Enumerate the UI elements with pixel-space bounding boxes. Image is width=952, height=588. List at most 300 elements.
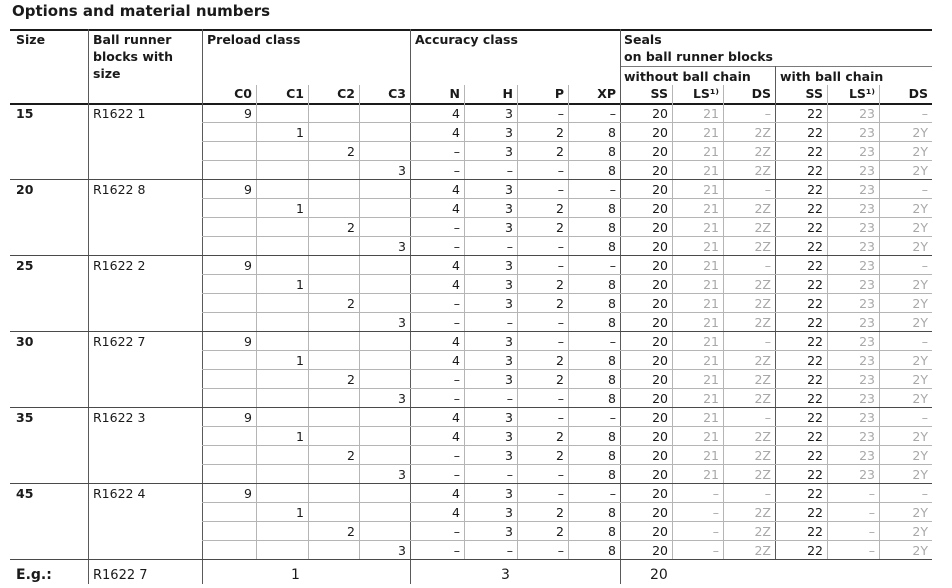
seal-subheader-rule <box>620 66 932 67</box>
table-cell: 21 <box>703 163 719 178</box>
group-rule <box>10 559 932 560</box>
table-cell: 23 <box>859 372 875 387</box>
table-cell: 2Y <box>912 391 928 406</box>
table-cell: 21 <box>703 125 719 140</box>
size-value: 45 <box>16 486 34 501</box>
table-cell: 20 <box>652 486 668 501</box>
seals-header-line: on ball runner blocks <box>624 49 773 64</box>
table-cell: – <box>921 106 928 121</box>
table-cell: – <box>557 334 564 349</box>
table-cell: 2Y <box>912 505 928 520</box>
size-header: Size <box>16 32 46 47</box>
with-chain-header: with ball chain <box>780 69 884 84</box>
table-cell: 3 <box>505 125 513 140</box>
table-cell: 20 <box>652 239 668 254</box>
table-cell: 22 <box>807 106 823 121</box>
table-cell: 9 <box>244 486 252 501</box>
preload-header: Preload class <box>207 32 301 47</box>
table-cell: 20 <box>652 410 668 425</box>
table-cell: 23 <box>859 391 875 406</box>
table-cell: 22 <box>807 144 823 159</box>
table-cell: 21 <box>703 258 719 273</box>
table-cell: 4 <box>452 410 460 425</box>
table-cell: – <box>453 467 460 482</box>
table-cell: 21 <box>703 391 719 406</box>
table-cell: 8 <box>608 391 616 406</box>
table-cell: 3 <box>505 182 513 197</box>
table-cell: – <box>453 163 460 178</box>
table-cell: 20 <box>652 543 668 558</box>
table-cell: – <box>453 391 460 406</box>
table-cell: 21 <box>703 296 719 311</box>
table-cell: 9 <box>244 410 252 425</box>
table-cell: 23 <box>859 315 875 330</box>
table-cell: 21 <box>703 467 719 482</box>
column-header: N <box>449 86 460 101</box>
table-cell: 2Z <box>754 125 771 140</box>
column-header: C1 <box>286 86 304 101</box>
table-cell: 20 <box>652 505 668 520</box>
table-cell: 22 <box>807 486 823 501</box>
table-cell: 21 <box>703 277 719 292</box>
table-cell: 22 <box>807 524 823 539</box>
table-cell: 21 <box>703 106 719 121</box>
table-cell: 4 <box>452 353 460 368</box>
table-cell: 20 <box>652 296 668 311</box>
table-cell: 22 <box>807 448 823 463</box>
table-cell: 2Z <box>754 277 771 292</box>
block-number: R1622 7 <box>93 334 146 349</box>
table-cell: – <box>557 182 564 197</box>
table-cell: 2 <box>556 505 564 520</box>
table-cell: 21 <box>703 201 719 216</box>
table-cell: 2Z <box>754 448 771 463</box>
table-cell: – <box>557 163 564 178</box>
table-cell: 8 <box>608 296 616 311</box>
table-cell: 20 <box>652 391 668 406</box>
table-cell: 20 <box>652 353 668 368</box>
table-cell: 3 <box>505 448 513 463</box>
table-cell: 21 <box>703 315 719 330</box>
table-cell: 2 <box>556 524 564 539</box>
table-cell: 2Z <box>754 467 771 482</box>
table-cell: 2Z <box>754 239 771 254</box>
block-number: R1622 8 <box>93 182 146 197</box>
table-cell: 20 <box>652 448 668 463</box>
table-cell: 2Y <box>912 353 928 368</box>
table-cell: 23 <box>859 277 875 292</box>
table-cell: 2 <box>347 372 355 387</box>
table-cell: 4 <box>452 125 460 140</box>
table-cell: 2 <box>556 144 564 159</box>
table-cell: 3 <box>505 486 513 501</box>
table-cell: – <box>557 391 564 406</box>
without-chain-header: without ball chain <box>624 69 751 84</box>
table-cell: 3 <box>398 543 406 558</box>
table-cell: – <box>868 486 875 501</box>
table-cell: 2Z <box>754 315 771 330</box>
table-cell: 22 <box>807 163 823 178</box>
column-divider <box>256 85 257 560</box>
table-cell: 8 <box>608 543 616 558</box>
table-cell: 1 <box>296 353 304 368</box>
table-cell: 2Y <box>912 315 928 330</box>
table-cell: 23 <box>859 106 875 121</box>
table-cell: – <box>764 410 771 425</box>
table-cell: – <box>609 106 616 121</box>
table-cell: 2Z <box>754 524 771 539</box>
table-cell: 9 <box>244 334 252 349</box>
column-header: LS¹⁾ <box>692 86 719 101</box>
table-cell: – <box>921 258 928 273</box>
blocks-header-line: blocks with <box>93 49 174 64</box>
table-cell: – <box>868 543 875 558</box>
table-cell: 2 <box>556 372 564 387</box>
table-cell: 2 <box>347 220 355 235</box>
table-cell: 2 <box>556 353 564 368</box>
size-value: 15 <box>16 106 34 121</box>
table-cell: 2Y <box>912 448 928 463</box>
table-cell: 22 <box>807 220 823 235</box>
table-cell: – <box>453 239 460 254</box>
table-cell: 22 <box>807 239 823 254</box>
table-cell: 2Z <box>754 201 771 216</box>
table-cell: 1 <box>296 505 304 520</box>
table-cell: 3 <box>505 296 513 311</box>
table-cell: 1 <box>296 429 304 444</box>
table-cell: 3 <box>398 239 406 254</box>
table-cell: 21 <box>703 220 719 235</box>
table-cell: – <box>557 486 564 501</box>
table-cell: – <box>764 486 771 501</box>
table-cell: 3 <box>398 467 406 482</box>
column-header: DS <box>751 86 771 101</box>
table-cell: 4 <box>452 201 460 216</box>
table-cell: – <box>557 239 564 254</box>
table-cell: 2Z <box>754 296 771 311</box>
table-cell: 2 <box>556 429 564 444</box>
table-cell: 22 <box>807 372 823 387</box>
table-cell: 2Y <box>912 372 928 387</box>
table-cell: 3 <box>505 334 513 349</box>
table-cell: 2Z <box>754 429 771 444</box>
column-header: SS <box>805 86 823 101</box>
example-accuracy: 3 <box>501 567 510 583</box>
table-cell: – <box>764 334 771 349</box>
table-cell: 20 <box>652 277 668 292</box>
table-cell: 20 <box>652 372 668 387</box>
page-title: Options and material numbers <box>12 2 271 20</box>
table-cell: 4 <box>452 182 460 197</box>
table-cell: 20 <box>652 144 668 159</box>
table-cell: 8 <box>608 277 616 292</box>
table-cell: – <box>609 334 616 349</box>
table-cell: 2Z <box>754 372 771 387</box>
table-cell: – <box>557 106 564 121</box>
table-cell: 2 <box>556 277 564 292</box>
example-seal: 20 <box>650 567 668 583</box>
table-cell: 23 <box>859 163 875 178</box>
table-cell: 23 <box>859 448 875 463</box>
table-cell: 3 <box>505 277 513 292</box>
table-cell: 4 <box>452 505 460 520</box>
table-cell: 22 <box>807 467 823 482</box>
table-cell: 3 <box>505 106 513 121</box>
column-header: P <box>554 86 564 101</box>
size-value: 25 <box>16 258 34 273</box>
table-cell: 3 <box>505 258 513 273</box>
table-cell: – <box>453 543 460 558</box>
table-cell: 20 <box>652 220 668 235</box>
table-cell: 2Z <box>754 353 771 368</box>
table-cell: 8 <box>608 524 616 539</box>
block-number: R1622 3 <box>93 410 146 425</box>
table-cell: 4 <box>452 334 460 349</box>
table-cell: 22 <box>807 258 823 273</box>
table-cell: 23 <box>859 125 875 140</box>
table-cell: 3 <box>505 524 513 539</box>
table-cell: – <box>764 258 771 273</box>
table-cell: 3 <box>505 220 513 235</box>
column-header: LS¹⁾ <box>848 86 875 101</box>
table-cell: – <box>557 258 564 273</box>
table-cell: 2Y <box>912 201 928 216</box>
table-cell: 20 <box>652 201 668 216</box>
table-cell: 3 <box>505 410 513 425</box>
table-cell: 20 <box>652 125 668 140</box>
table-cell: – <box>609 182 616 197</box>
table-cell: 8 <box>608 372 616 387</box>
table-cell: 2Y <box>912 239 928 254</box>
table-cell: 2Y <box>912 125 928 140</box>
accuracy-header: Accuracy class <box>415 32 518 47</box>
column-header: C0 <box>234 86 252 101</box>
table-cell: 23 <box>859 144 875 159</box>
table-cell: 21 <box>703 372 719 387</box>
table-cell: – <box>453 448 460 463</box>
table-cell: 4 <box>452 277 460 292</box>
table-cell: 3 <box>398 391 406 406</box>
table-cell: 8 <box>608 448 616 463</box>
table-cell: – <box>921 182 928 197</box>
table-cell: 9 <box>244 258 252 273</box>
table-cell: 23 <box>859 429 875 444</box>
table-cell: 2 <box>556 296 564 311</box>
table-cell: 21 <box>703 448 719 463</box>
table-cell: 22 <box>807 391 823 406</box>
table-cell: 1 <box>296 277 304 292</box>
table-cell: – <box>453 220 460 235</box>
table-cell: 22 <box>807 353 823 368</box>
table-cell: – <box>609 410 616 425</box>
table-cell: 22 <box>807 296 823 311</box>
table-cell: 23 <box>859 467 875 482</box>
column-header: C2 <box>337 86 355 101</box>
table-cell: 3 <box>505 429 513 444</box>
table-cell: – <box>921 334 928 349</box>
table-cell: 4 <box>452 429 460 444</box>
table-cell: – <box>712 486 719 501</box>
table-cell: 2Z <box>754 391 771 406</box>
table-cell: – <box>453 144 460 159</box>
table-cell: – <box>557 467 564 482</box>
table-cell: 2Z <box>754 144 771 159</box>
table-cell: 2Z <box>754 220 771 235</box>
table-cell: 8 <box>608 220 616 235</box>
table-cell: 23 <box>859 353 875 368</box>
table-cell: 23 <box>859 220 875 235</box>
table-cell: 3 <box>398 315 406 330</box>
table-cell: 3 <box>505 372 513 387</box>
column-header: DS <box>908 86 928 101</box>
table-cell: 8 <box>608 315 616 330</box>
column-header: C3 <box>388 86 406 101</box>
table-cell: 20 <box>652 467 668 482</box>
table-cell: 3 <box>505 201 513 216</box>
table-cell: 2Z <box>754 505 771 520</box>
table-cell: 2Z <box>754 543 771 558</box>
table-cell: – <box>453 372 460 387</box>
table-cell: 2Y <box>912 277 928 292</box>
table-cell: 23 <box>859 201 875 216</box>
table-cell: 23 <box>859 410 875 425</box>
table-cell: 21 <box>703 239 719 254</box>
table-cell: 9 <box>244 106 252 121</box>
table-cell: – <box>506 163 513 178</box>
table-cell: 22 <box>807 334 823 349</box>
blocks-header-line: size <box>93 66 121 81</box>
table-cell: – <box>506 467 513 482</box>
table-cell: 22 <box>807 543 823 558</box>
table-cell: 8 <box>608 429 616 444</box>
block-number: R1622 2 <box>93 258 146 273</box>
example-number: R1622 7 <box>93 568 148 583</box>
table-cell: 20 <box>652 182 668 197</box>
table-cell: 1 <box>296 201 304 216</box>
table-cell: 8 <box>608 239 616 254</box>
table-cell: – <box>453 315 460 330</box>
table-cell: 8 <box>608 201 616 216</box>
example-preload: 1 <box>291 567 300 583</box>
table-cell: 8 <box>608 467 616 482</box>
table-cell: 2 <box>556 125 564 140</box>
table-cell: 8 <box>608 125 616 140</box>
table-cell: 20 <box>652 429 668 444</box>
group-divider <box>88 29 89 584</box>
table-cell: 21 <box>703 429 719 444</box>
table-cell: – <box>921 486 928 501</box>
table-cell: 2 <box>347 144 355 159</box>
table-cell: – <box>506 391 513 406</box>
table-cell: 1 <box>296 125 304 140</box>
table-cell: 22 <box>807 429 823 444</box>
table-cell: 3 <box>398 163 406 178</box>
table-cell: 22 <box>807 315 823 330</box>
table-cell: – <box>506 315 513 330</box>
table-cell: 2 <box>347 296 355 311</box>
table-cell: 22 <box>807 410 823 425</box>
table-cell: 20 <box>652 524 668 539</box>
seals-header-line: Seals <box>624 32 662 47</box>
table-cell: – <box>557 543 564 558</box>
column-header: SS <box>650 86 668 101</box>
table-cell: 20 <box>652 315 668 330</box>
table-cell: 2Y <box>912 467 928 482</box>
table-cell: 2 <box>556 448 564 463</box>
table-cell: 2 <box>556 220 564 235</box>
table-cell: – <box>506 239 513 254</box>
table-cell: 2Y <box>912 429 928 444</box>
size-value: 20 <box>16 182 34 197</box>
table-cell: – <box>764 106 771 121</box>
size-value: 35 <box>16 410 34 425</box>
table-cell: – <box>764 182 771 197</box>
table-cell: 2 <box>347 448 355 463</box>
table-cell: – <box>712 524 719 539</box>
table-cell: 2Z <box>754 163 771 178</box>
table-cell: 3 <box>505 144 513 159</box>
table-cell: – <box>609 486 616 501</box>
table-cell: 22 <box>807 277 823 292</box>
table-cell: 2Y <box>912 296 928 311</box>
table-cell: 20 <box>652 106 668 121</box>
size-value: 30 <box>16 334 34 349</box>
block-number: R1622 1 <box>93 106 146 121</box>
table-cell: 3 <box>505 505 513 520</box>
table-cell: 2Y <box>912 144 928 159</box>
table-cell: 2 <box>347 524 355 539</box>
table-cell: 23 <box>859 258 875 273</box>
table-cell: 23 <box>859 182 875 197</box>
table-cell: 22 <box>807 182 823 197</box>
example-label: E.g.: <box>16 567 52 583</box>
table-cell: 23 <box>859 334 875 349</box>
table-cell: – <box>506 543 513 558</box>
table-cell: 21 <box>703 410 719 425</box>
table-cell: 21 <box>703 144 719 159</box>
block-number: R1622 4 <box>93 486 146 501</box>
table-cell: 20 <box>652 334 668 349</box>
table-cell: 21 <box>703 182 719 197</box>
table-cell: 3 <box>505 353 513 368</box>
table-cell: 21 <box>703 353 719 368</box>
table-cell: 2Y <box>912 524 928 539</box>
table-cell: 2Y <box>912 220 928 235</box>
table-cell: – <box>453 524 460 539</box>
table-cell: 2 <box>556 201 564 216</box>
table-cell: 4 <box>452 106 460 121</box>
table-cell: 22 <box>807 505 823 520</box>
table-cell: – <box>557 410 564 425</box>
table-cell: 23 <box>859 239 875 254</box>
table-cell: – <box>921 410 928 425</box>
table-cell: – <box>453 296 460 311</box>
table-cell: – <box>712 543 719 558</box>
table-cell: – <box>868 524 875 539</box>
table-cell: 22 <box>807 201 823 216</box>
table-cell: 9 <box>244 182 252 197</box>
table-cell: 22 <box>807 125 823 140</box>
table-cell: – <box>557 315 564 330</box>
table-cell: 20 <box>652 163 668 178</box>
table-cell: 2Y <box>912 163 928 178</box>
blocks-header-line: Ball runner <box>93 32 172 47</box>
table-cell: 23 <box>859 296 875 311</box>
table-cell: – <box>609 258 616 273</box>
table-cell: 20 <box>652 258 668 273</box>
table-cell: 4 <box>452 258 460 273</box>
table-cell: – <box>712 505 719 520</box>
